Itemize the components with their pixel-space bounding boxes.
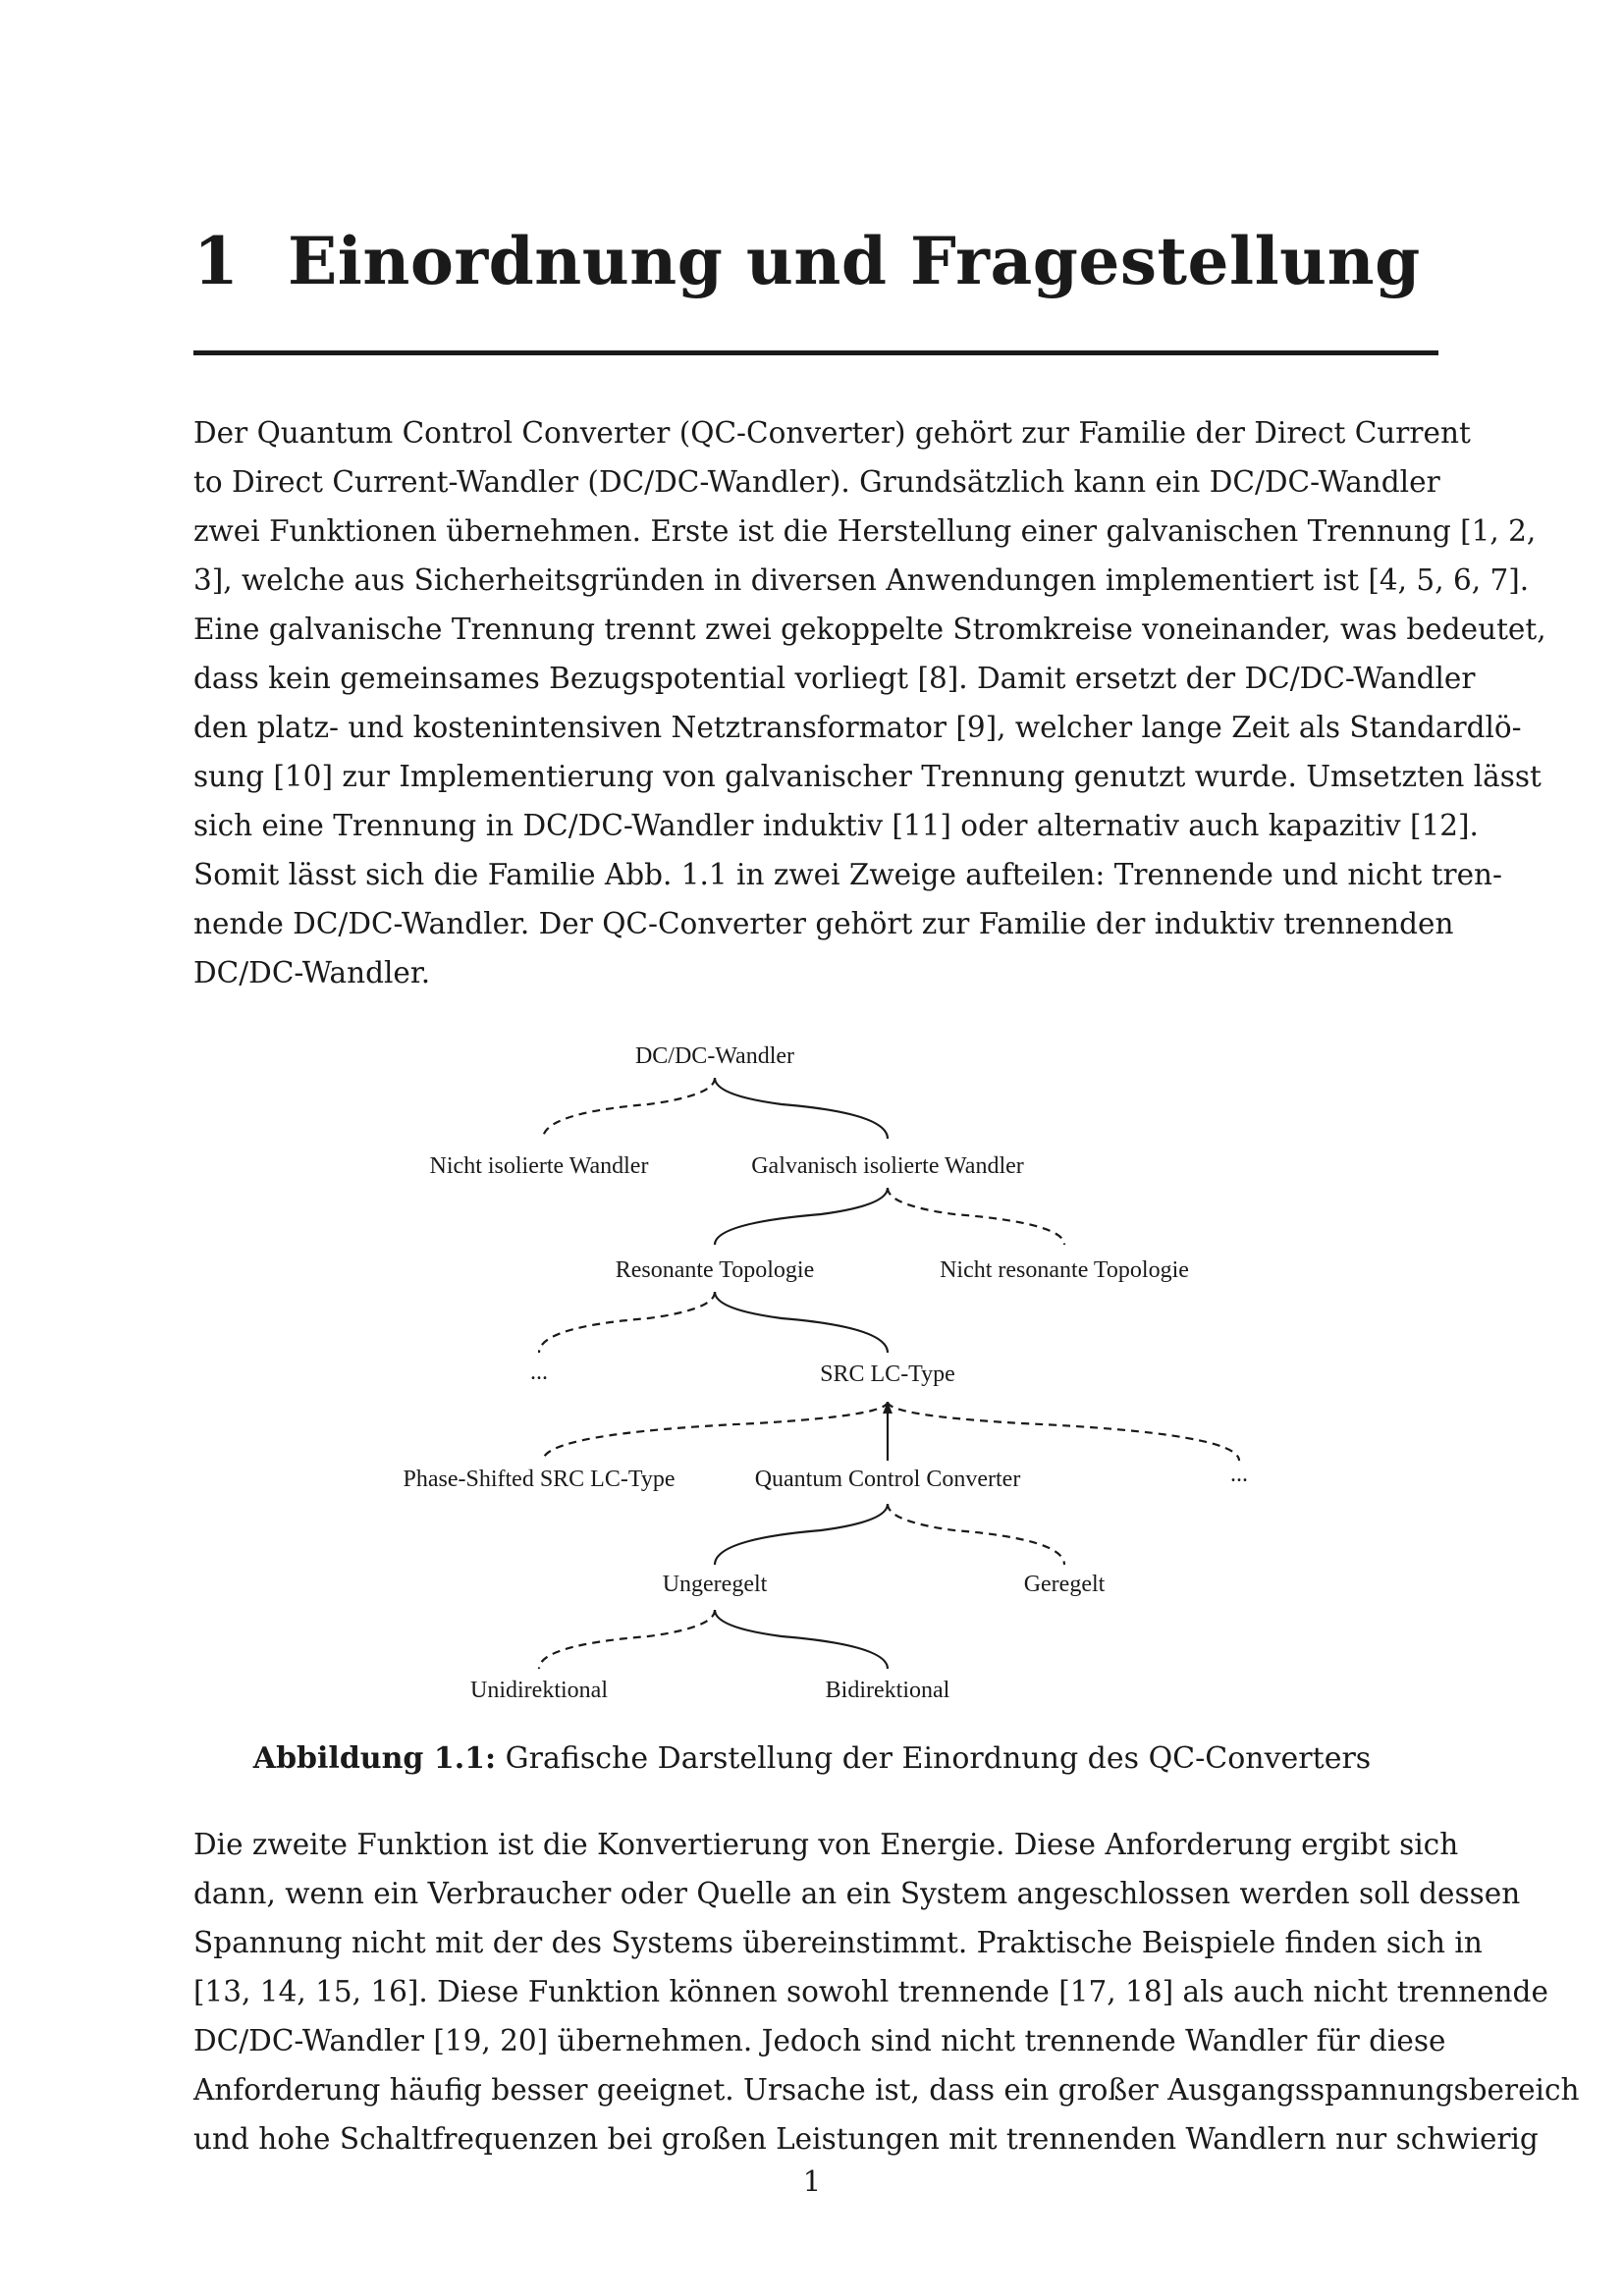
edge-root-nicht-isoliert <box>543 1078 715 1139</box>
heading-rule <box>193 350 1438 355</box>
node-phase-shifted: Phase-Shifted SRC LC-Type <box>403 1467 676 1492</box>
node-root: DC/DC-Wandler <box>634 1043 795 1069</box>
node-ungeregelt: Ungeregelt <box>662 1572 768 1597</box>
edge-qcc-geregelt <box>888 1504 1064 1565</box>
node-ellipsis-left: ... <box>530 1360 548 1385</box>
edge-ungeregelt-bidirektional <box>715 1610 888 1669</box>
paragraph-line: Eine galvanische Trennung trennt zwei gekoppelte Stromkreise voneinander, was bedeutet, <box>193 613 1546 646</box>
paragraph-line: dann, wenn ein Verbraucher oder Quelle an ein System angeschlossen werden soll dessen <box>193 1877 1521 1910</box>
node-nicht-isoliert: Nicht isolierte Wandler <box>429 1153 649 1179</box>
paragraph-line: Der Quantum Control Converter (QC-Converter) gehört zur Familie der Direct Current <box>193 416 1471 450</box>
paragraph-line: und hohe Schaltfrequenzen bei großen Leistungen mit trennenden Wandlern nur schwierig <box>193 2122 1539 2156</box>
node-ellipsis-right: ... <box>1230 1462 1248 1487</box>
node-geregelt: Geregelt <box>1023 1572 1106 1597</box>
node-bidirektional: Bidirektional <box>825 1678 950 1703</box>
paragraph-line: zwei Funktionen übernehmen. Erste ist die Herstellung einer galvanischen Trennung [1, 2, <box>193 514 1537 548</box>
edge-src-ellipsis-right <box>888 1402 1239 1461</box>
paragraph-line: den platz- und kostenintensiven Netztransformator [9], welcher lange Zeit als Standardlö- <box>193 711 1522 744</box>
paragraph-line: Spannung nicht mit der des Systems übereinstimmt. Praktische Beispiele finden sich in <box>193 1926 1483 1959</box>
node-nicht-resonant: Nicht resonante Topologie <box>940 1257 1189 1283</box>
paragraph-line: Die zweite Funktion ist die Konvertierung von Energie. Diese Anforderung ergibt sich <box>193 1828 1459 1861</box>
paragraph-2 <box>193 1820 1580 2163</box>
paragraph-line: Somit lässt sich die Familie Abb. 1.1 in zwei Zweige aufteilen: Trennende und nicht tren- <box>193 858 1502 891</box>
node-galvanisch: Galvanisch isolierte Wandler <box>751 1153 1024 1179</box>
section-number: 1 <box>193 223 240 299</box>
paragraph-line: to Direct Current-Wandler (DC/DC-Wandler). Grundsätzlich kann ein DC/DC-Wandler <box>193 465 1440 499</box>
section-title: Einordnung und Fragestellung <box>288 223 1421 299</box>
section-heading <box>193 218 1421 304</box>
paragraph-line: DC/DC-Wandler. <box>193 956 431 989</box>
caption-label: Abbildung 1.1: <box>252 1741 497 1776</box>
paragraph-line: [13, 14, 15, 16]. Diese Funktion können sowohl trennende [17, 18] als auch nicht trennende <box>193 1975 1548 2008</box>
node-src: SRC LC-Type <box>820 1362 955 1387</box>
caption-text: Grafische Darstellung der Einordnung des QC-Converters <box>505 1741 1372 1776</box>
paragraph-line: DC/DC-Wandler [19, 20] übernehmen. Jedoch sind nicht trennende Wandler für diese <box>193 2024 1446 2057</box>
arrow-head-icon <box>883 1402 893 1414</box>
edge-src-phase-shifted <box>543 1402 888 1461</box>
edge-resonant-ellipsis <box>539 1292 715 1353</box>
paragraph-line: nende DC/DC-Wandler. Der QC-Converter gehört zur Familie der induktiv trennenden <box>193 907 1454 940</box>
node-resonant: Resonante Topologie <box>615 1257 815 1283</box>
paragraph-1 <box>193 408 1546 997</box>
edge-resonant-src <box>715 1292 888 1353</box>
paragraph-line: sich eine Trennung in DC/DC-Wandler induktiv [11] oder alternativ auch kapazitiv [12]. <box>193 809 1479 842</box>
figure-caption <box>0 1739 1624 1779</box>
paragraph-line: sung [10] zur Implementierung von galvanischer Trennung genutzt wurde. Umsetzten lässt <box>193 760 1542 793</box>
paragraph-line: dass kein gemeinsames Bezugspotential vorliegt [8]. Damit ersetzt der DC/DC-Wandler <box>193 662 1476 695</box>
edge-galvanisch-resonant <box>715 1188 888 1245</box>
paragraph-line: 3], welche aus Sicherheitsgründen in diversen Anwendungen implementiert ist [4, 5, 6, 7]. <box>193 563 1530 597</box>
edge-root-galvanisch <box>715 1078 888 1139</box>
edge-qcc-ungeregelt <box>715 1504 888 1565</box>
edge-ungeregelt-unidirektional <box>539 1610 715 1669</box>
paragraph-line: Anforderung häufig besser geeignet. Ursache ist, dass ein großer Ausgangsspannungsbereich <box>193 2073 1580 2107</box>
classification-tree-figure <box>0 1021 1624 1708</box>
edge-galvanisch-nicht-resonant <box>888 1188 1064 1245</box>
page-number: 1 <box>802 2164 822 2198</box>
node-qcc: Quantum Control Converter <box>754 1467 1021 1492</box>
node-unidirektional: Unidirektional <box>470 1678 608 1703</box>
